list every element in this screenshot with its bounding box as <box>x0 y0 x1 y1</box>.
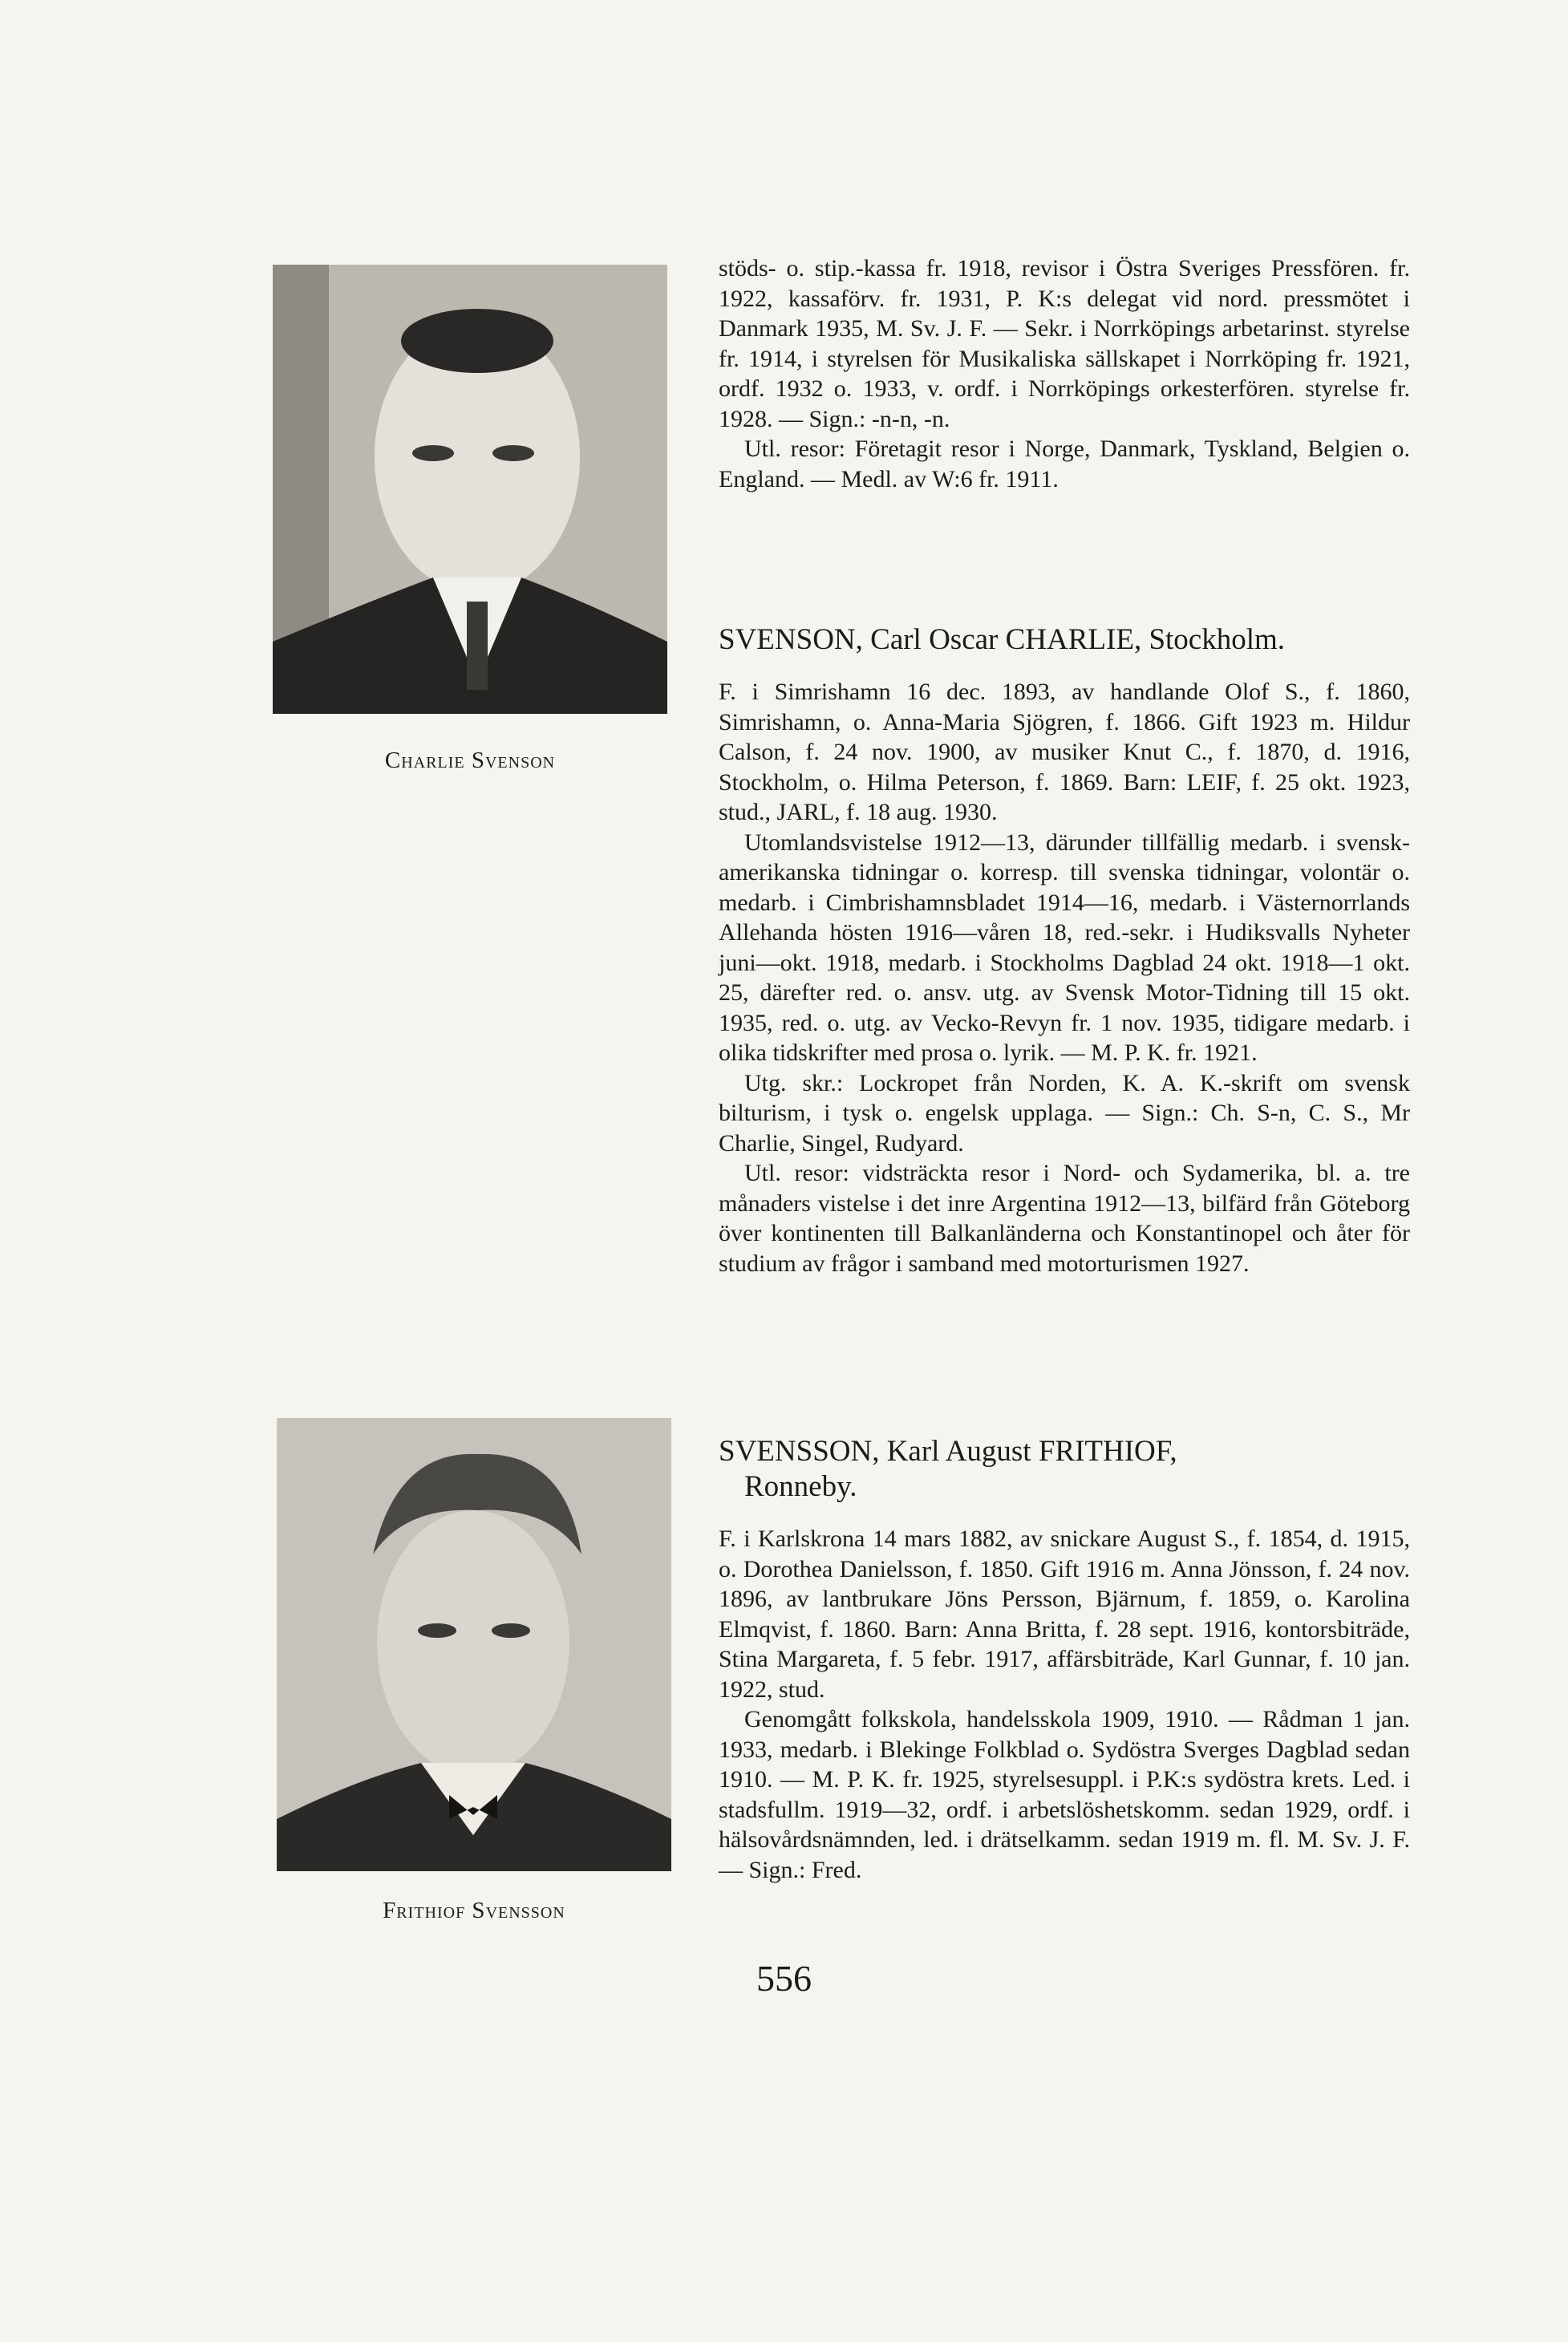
entry-paragraph: Utg. skr.: Lockropet från Norden, K. A. K.-skrift om svensk bilturism, i tysk o. engelsk upplaga. — Sign.: Ch. S-n, C. S., Mr Charlie, Singel, Rudyard. <box>719 1069 1410 1157</box>
entry-paragraph: Genomgått folkskola, handelsskola 1909, 1910. — Rådman 1 jan. 1933, medarb. i Blekinge Folkblad o. Sydöstra Sverges Dagblad sedan 1910. — M. P. K. fr. 1925, styrelsesuppl. i P.K:s sydöstra krets. Led. i stadsfullm. 1919—32, ordf. i arbetslöshetskomm. sedan 1929, ordf. i hälsovårdsnämnden, led. i drätselkamm. sedan 1919 m. fl. M. Sv. J. F. — Sign.: Fred. <box>719 1706 1410 1883</box>
portrait-photo-charlie-svenson <box>273 265 667 714</box>
entry-paragraph: Utomlandsvistelse 1912—13, därunder tillfällig medarb. i svensk-amerikanska tidningar o. korresp. till svenska tidningar, volontär o. medarb. i Cimbrishamnsbladet 1914—16, medarb. i Västernorrlands Allehanda hösten 1916—våren 18, red.-sekr. i Hudiksvalls Nyheter juni—okt. 1918, medarb. i Stockholms Dagblad 24 okt. 1918—1 okt. 25, därefter red. o. ansv. utg. av Svensk Motor-Tidning till 15 okt. 1935, red. o. utg. av Vecko-Revyn fr. 1 nov. 1935, tidigare medarb. i olika tidskrifter med prosa o. lyrik. — M. P. K. fr. 1921. <box>719 829 1410 1066</box>
portrait-photo-icon <box>277 1418 671 1871</box>
entry-heading-location: Ronneby. <box>744 1470 857 1503</box>
entry-paragraph: Utl. resor: vidsträckta resor i Nord- och Sydamerika, bl. a. tre månaders vistelse i det inre Argentina 1912—13, bilfärd från Göteborg över kontinenten till Balkanländerna och Konstantinopel och åter för studium av frågor i samband med motorturismen 1927. <box>719 1160 1410 1277</box>
entry-paragraph: stöds- o. stip.-kassa fr. 1918, revisor i Östra Sveriges Pressfören. fr. 1922, kassaförv. fr. 1931, P. K:s delegat vid nord. pressmötet i Danmark 1935, M. Sv. J. F. — Sekr. i Norrköpings arbetarinst. styrelse fr. 1914, i styrelsen för Musikaliska sällskapet i Norrköping fr. 1921, ordf. 1932 o. 1933, v. ordf. i Norrköpings orkesterfören. styrelse fr. 1928. — Sign.: -n-n, -n. <box>719 255 1410 432</box>
entry-paragraph: F. i Karlskrona 14 mars 1882, av snickare August S., f. 1854, d. 1915, o. Dorothea Danielsson, f. 1850. Gift 1916 m. Anna Jönsson, f. 24 nov. 1896, av lantbrukare Jöns Persson, Bjärnum, f. 1859, o. Karolina Elmqvist, f. 1860. Barn: Anna Britta, f. 28 sept. 1916, kontorsbiträde, Stina Margareta, f. 5 febr. 1917, affärsbiträde, Karl Gunnar, f. 10 jan. 1922, stud. <box>719 1526 1410 1703</box>
entry-continuation <box>719 253 1410 494</box>
entry-paragraph: F. i Simrishamn 16 dec. 1893, av handlande Olof S., f. 1860, Simrishamn, o. Anna-Maria Sjögren, f. 1866. Gift 1923 m. Hildur Calson, f. 24 nov. 1900, av musiker Knut C., f. 1870, d. 1916, Stockholm, o. Hilma Peterson, f. 1869. Barn: LEIF, f. 25 okt. 1923, stud., JARL, f. 18 aug. 1930. <box>719 679 1410 825</box>
page-number: 556 <box>756 1958 812 1999</box>
biography-entry <box>719 622 1410 1278</box>
portrait-photo-frithiof-svensson <box>277 1418 671 1871</box>
entry-heading <box>719 1434 1410 1505</box>
entry-heading-text: SVENSON, Carl Oscar CHARLIE, Stockholm. <box>719 623 1286 656</box>
portrait-photo-icon <box>273 265 667 714</box>
entry-paragraph: Utl. resor: Företagit resor i Norge, Danmark, Tyskland, Belgien o. England. — Medl. av W:6 fr. 1911. <box>719 436 1410 492</box>
entry-heading-text: SVENSSON, Karl August FRITHIOF, <box>719 1435 1177 1468</box>
biography-entry <box>719 1434 1410 1885</box>
photo-caption: Charlie Svenson <box>384 748 556 773</box>
entry-heading <box>719 622 1410 658</box>
photo-caption: Frithiof Svensson <box>383 1898 565 1923</box>
